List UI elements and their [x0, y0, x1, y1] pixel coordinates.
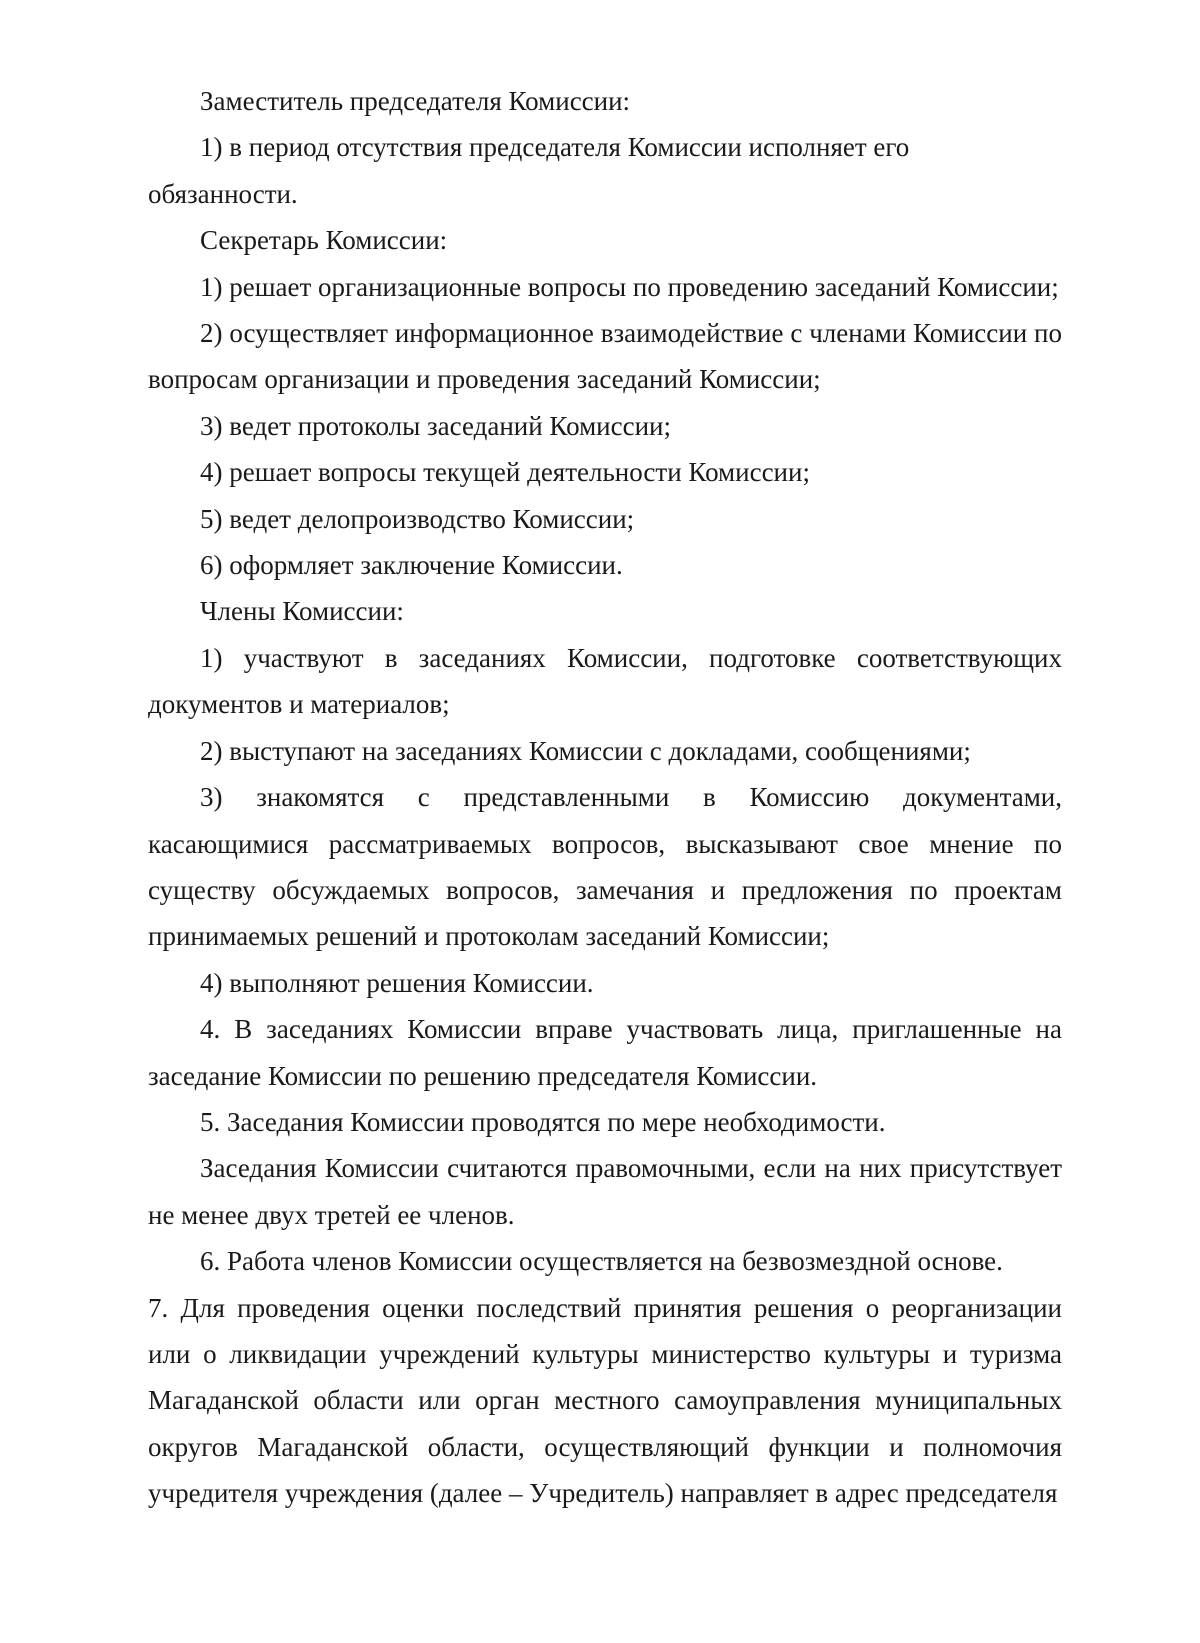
paragraph-secretary-duty-5: 5) ведет делопроизводство Комиссии; [200, 503, 635, 534]
document-page [148, 78, 1062, 1517]
paragraph-item-7: 7. Для проведения оценки последствий принятия решения о реорганизации или о ликвидации учреждений культуры министерство культуры и туризма Магаданской области или орган местного самоуправления муниципальных округов Магаданской области, осуществляющий функции и полномочия учредителя учреждения (далее – Учредитель) направляет в адрес председателя [148, 1292, 1062, 1509]
paragraph-deputy-chair-heading: Заместитель председателя Комиссии: [200, 86, 631, 116]
paragraph-secretary-duty-3: 3) ведет протоколы заседаний Комиссии; [200, 410, 671, 441]
paragraph-secretary-duty-6: 6) оформляет заключение Комиссии. [200, 550, 623, 581]
paragraph-members-duty-3: 3) знакомятся с представленными в Комиссию документами, касающимися рассматриваемых вопросов, высказывают свое мнение по существу обсуждаемых вопросов, замечания и предложения по проектам принимаемых решений и протоколам заседаний Комиссии; [148, 782, 1062, 952]
paragraph-deputy-chair-duty-1: 1) в период отсутствия председателя Комиссии исполняет его обязанности. [148, 132, 910, 209]
paragraph-item-4: 4. В заседаниях Комиссии вправе участвовать лица, приглашенные на заседание Комиссии по решению председателя Комиссии. [148, 1014, 1062, 1091]
paragraph-members-duty-1: 1) участвуют в заседаниях Комиссии, подготовке соответствующих документов и материалов; [148, 642, 1062, 720]
paragraph-secretary-duty-4: 4) решает вопросы текущей деятельности Комиссии; [200, 457, 810, 488]
paragraph-secretary-duty-1: 1) решает организационные вопросы по проведению заседаний Комиссии; [200, 271, 1059, 302]
paragraph-secretary-duty-2: 2) осуществляет информационное взаимодействие с членами Комиссии по вопросам организации и проведения заседаний Комиссии; [148, 318, 1062, 395]
paragraph-secretary-heading: Секретарь Комиссии: [200, 225, 448, 256]
paragraph-item-5: 5. Заседания Комиссии проводятся по мере необходимости. [200, 1106, 886, 1137]
paragraph-members-duty-4: 4) выполняют решения Комиссии. [200, 967, 594, 998]
paragraph-members-heading: Члены Комиссии: [200, 596, 404, 627]
paragraph-item-6: 6. Работа членов Комиссии осуществляется на безвозмездной основе. [200, 1246, 1003, 1277]
paragraph-members-duty-2: 2) выступают на заседаниях Комиссии с докладами, сообщениями; [200, 735, 971, 766]
paragraph-quorum: Заседания Комиссии считаются правомочными, если на них присутствует не менее двух третей ее членов. [148, 1153, 1062, 1230]
